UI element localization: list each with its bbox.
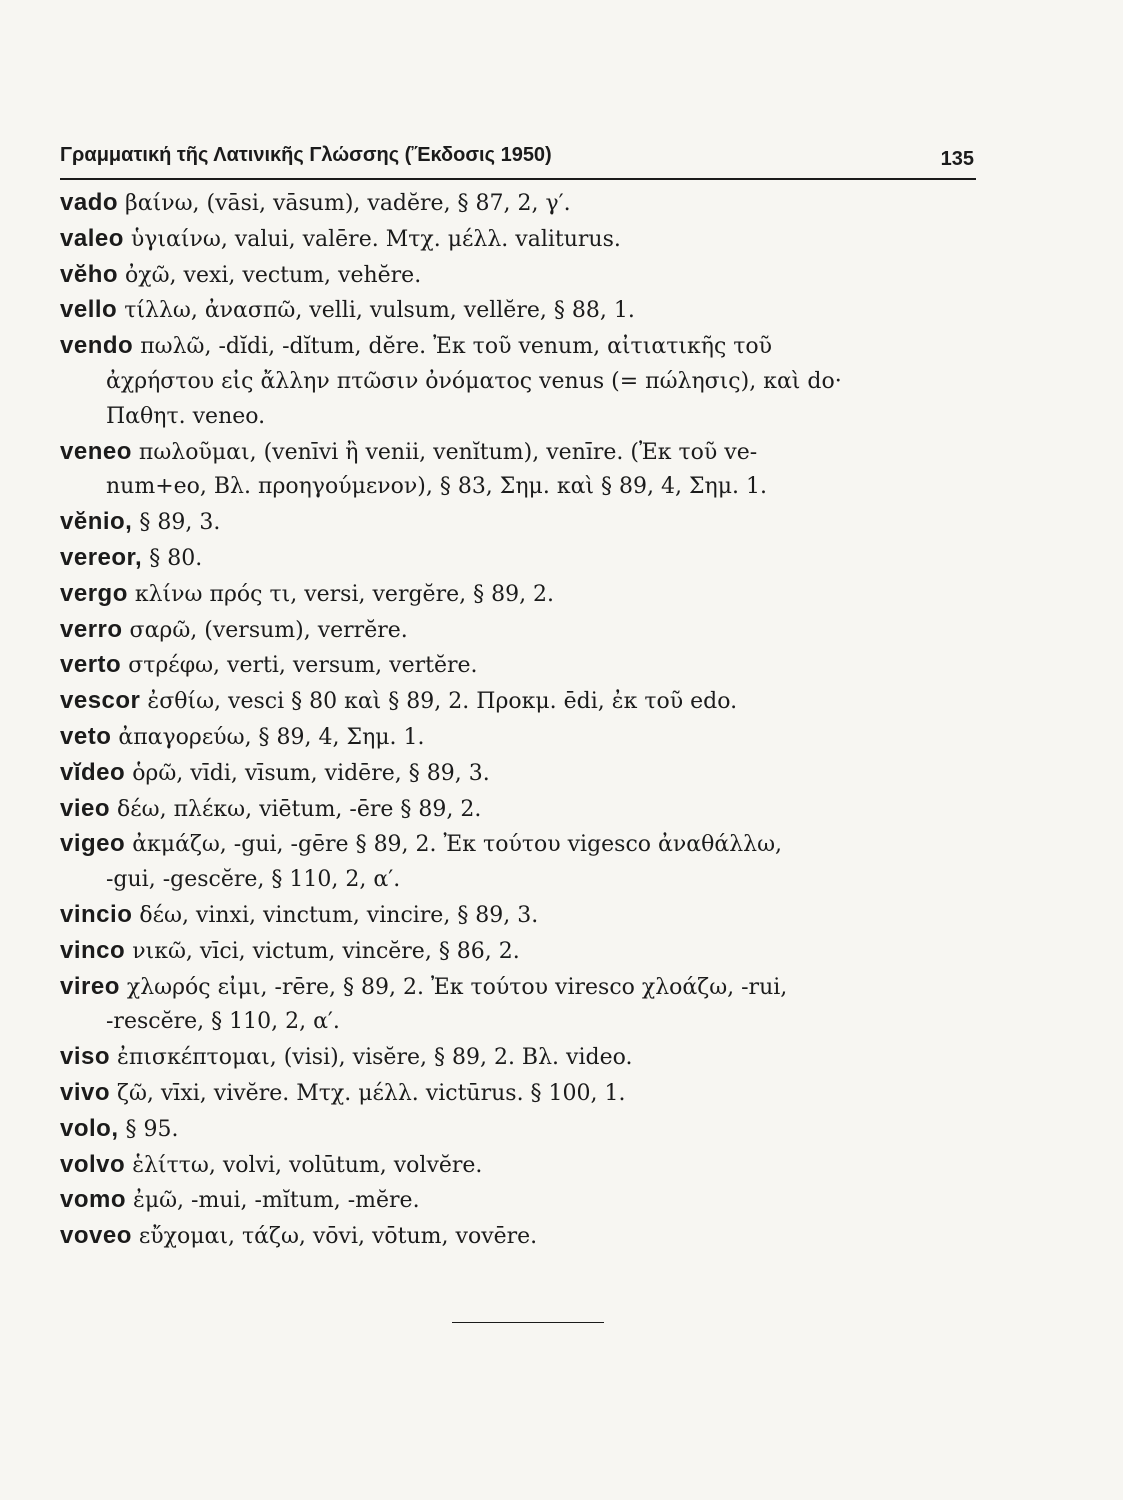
entry-definition: σαρῶ, (versum), verrĕre. [129, 617, 408, 643]
vocabulary-entry [60, 1040, 980, 1076]
vocabulary-entry [60, 827, 980, 898]
entry-lemma: vello [60, 296, 118, 324]
entry-lemma: vereor, [60, 543, 143, 571]
entry-lemma: verto [60, 651, 122, 679]
vocabulary-entry [60, 222, 980, 258]
end-rule [452, 1322, 604, 1323]
entry-lemma: vendo [60, 332, 134, 360]
entry-definition: χλωρός εἰμι, -rēre, § 89, 2. Ἐκ τούτου viresco χλοάζω, -rui, [126, 974, 788, 1000]
entry-definition: βαίνω, (vāsi, vāsum), vadĕre, § 87, 2, γ′. [125, 191, 571, 216]
vocabulary-entry [60, 186, 980, 222]
entry-lemma: vinco [60, 936, 126, 964]
entry-definition: δέω, πλέκω, viētum, -ēre § 89, 2. [117, 796, 482, 822]
entry-lemma: vireo [60, 972, 120, 1000]
vocabulary-entry [60, 1148, 980, 1184]
entry-definition-continued: num+eo, Βλ. προηγούμενον), § 83, Σημ. καὶ § 89, 4, Σημ. 1. [106, 474, 768, 500]
entry-lemma: vĕho [60, 260, 119, 288]
vocabulary-entry [60, 258, 980, 294]
entry-definition-continued: -gui, -gescĕre, § 110, 2, α′. [106, 867, 401, 893]
vocabulary-entry [60, 1076, 980, 1112]
entry-definition: νικῶ, vīci, victum, vincĕre, § 86, 2. [132, 938, 520, 964]
entry-lemma: veto [60, 722, 112, 750]
vocabulary-entry [60, 541, 980, 577]
entry-definition: πωλοῦμαι, (venīvi ἢ venii, venĭtum), venīre. (Ἐκ τοῦ ve- [138, 439, 758, 465]
entry-lemma: vescor [60, 687, 141, 715]
entry-definition: ὀχῶ, vexi, vectum, vehĕre. [125, 262, 422, 288]
entry-definition: ἑλίττω, volvi, volūtum, volvĕre. [132, 1152, 483, 1178]
vocabulary-entry [60, 792, 980, 828]
vocabulary-entry [60, 1112, 980, 1148]
vocabulary-entry [60, 648, 980, 684]
vocabulary-entry [60, 970, 980, 1041]
entry-definition-continued: -rescĕre, § 110, 2, α′. [106, 1009, 340, 1035]
entry-lemma: vado [60, 189, 119, 216]
entry-definition-continued: Παθητ. veneo. [106, 403, 266, 429]
entry-definition-continued: ἀχρήστου εἰς ἄλλην πτῶσιν ὀνόματος venus (= πώλησις), καὶ do· [106, 368, 842, 394]
vocabulary-entry [60, 577, 980, 613]
entry-lemma: vivo [60, 1078, 111, 1106]
entry-lemma: viso [60, 1043, 111, 1071]
entry-definition: εὔχομαι, τάζω, vōvi, vōtum, vovēre. [138, 1224, 538, 1250]
vocabulary-entry [60, 1219, 980, 1255]
entry-definition: ὑγιαίνω, valui, valēre. Μτχ. μέλλ. valiturus. [130, 226, 621, 252]
entry-lemma: voveo [60, 1222, 132, 1250]
vocabulary-entry [60, 934, 980, 970]
entry-lemma: vomo [60, 1186, 127, 1214]
entry-definition: ἀκμάζω, -gui, -gēre § 89, 2. Ἐκ τούτου vigesco ἀναθάλλω, [132, 832, 783, 858]
vocabulary-entry [60, 293, 980, 329]
vocabulary-entry [60, 435, 980, 506]
entry-definition: πωλῶ, -dĭdi, -dĭtum, dĕre. Ἐκ τοῦ venum, αἰτιατικῆς τοῦ [140, 334, 773, 360]
entry-definition: ἐπισκέπτομαι, (visi), visĕre, § 89, 2. Βλ. video. [117, 1045, 633, 1071]
entry-definition: ἀπαγορεύω, § 89, 4, Σημ. 1. [118, 724, 425, 750]
entry-lemma: vieo [60, 794, 111, 822]
entry-lemma: veneo [60, 437, 132, 465]
entry-lemma: verro [60, 615, 123, 643]
entry-definition: ζῶ, vīxi, vivĕre. Μτχ. μέλλ. victūrus. § 100, 1. [117, 1080, 626, 1106]
entry-lemma: valeo [60, 224, 124, 252]
page-header [60, 138, 976, 180]
entry-lemma: vigeo [60, 830, 126, 858]
entry-lemma: volvo [60, 1150, 126, 1178]
entry-definition: τίλλω, ἀνασπῶ, velli, vulsum, vellĕre, § 88, 1. [124, 298, 635, 324]
running-title: Γραμματική τῆς Λατινικῆς Γλώσσης (Ἔκδοσις 1950) [60, 144, 552, 166]
entry-definition: ἐσθίω, vesci § 80 καὶ § 89, 2. Προκμ. ēdi, ἐκ τοῦ edo. [147, 689, 738, 715]
entry-lemma: vĭdeo [60, 758, 126, 786]
vocabulary-entry [60, 329, 980, 434]
vocabulary-entry [60, 898, 980, 934]
entry-definition: § 89, 3. [139, 510, 221, 536]
vocabulary-entry [60, 505, 980, 541]
entry-lemma: vergo [60, 579, 128, 607]
vocabulary-entry [60, 756, 980, 792]
vocabulary-list [60, 186, 980, 1255]
entry-definition: στρέφω, verti, versum, vertĕre. [128, 653, 478, 679]
entry-lemma: volo, [60, 1114, 119, 1142]
entry-definition: ἐμῶ, -mui, -mĭtum, -mĕre. [133, 1188, 420, 1214]
vocabulary-entry [60, 1183, 980, 1219]
entry-lemma: vĕnio, [60, 508, 133, 536]
entry-definition: ὁρῶ, vīdi, vīsum, vidēre, § 89, 3. [132, 760, 490, 786]
entry-lemma: vincio [60, 900, 133, 928]
entry-definition: κλίνω πρός τι, versi, vergĕre, § 89, 2. [134, 581, 555, 607]
page-number: 135 [940, 148, 974, 170]
vocabulary-entry [60, 720, 980, 756]
entry-definition: § 95. [125, 1116, 179, 1142]
entry-definition: δέω, vinxi, vinctum, vincire, § 89, 3. [139, 902, 539, 928]
vocabulary-entry [60, 684, 980, 720]
vocabulary-entry [60, 613, 980, 649]
entry-definition: § 80. [149, 545, 203, 571]
